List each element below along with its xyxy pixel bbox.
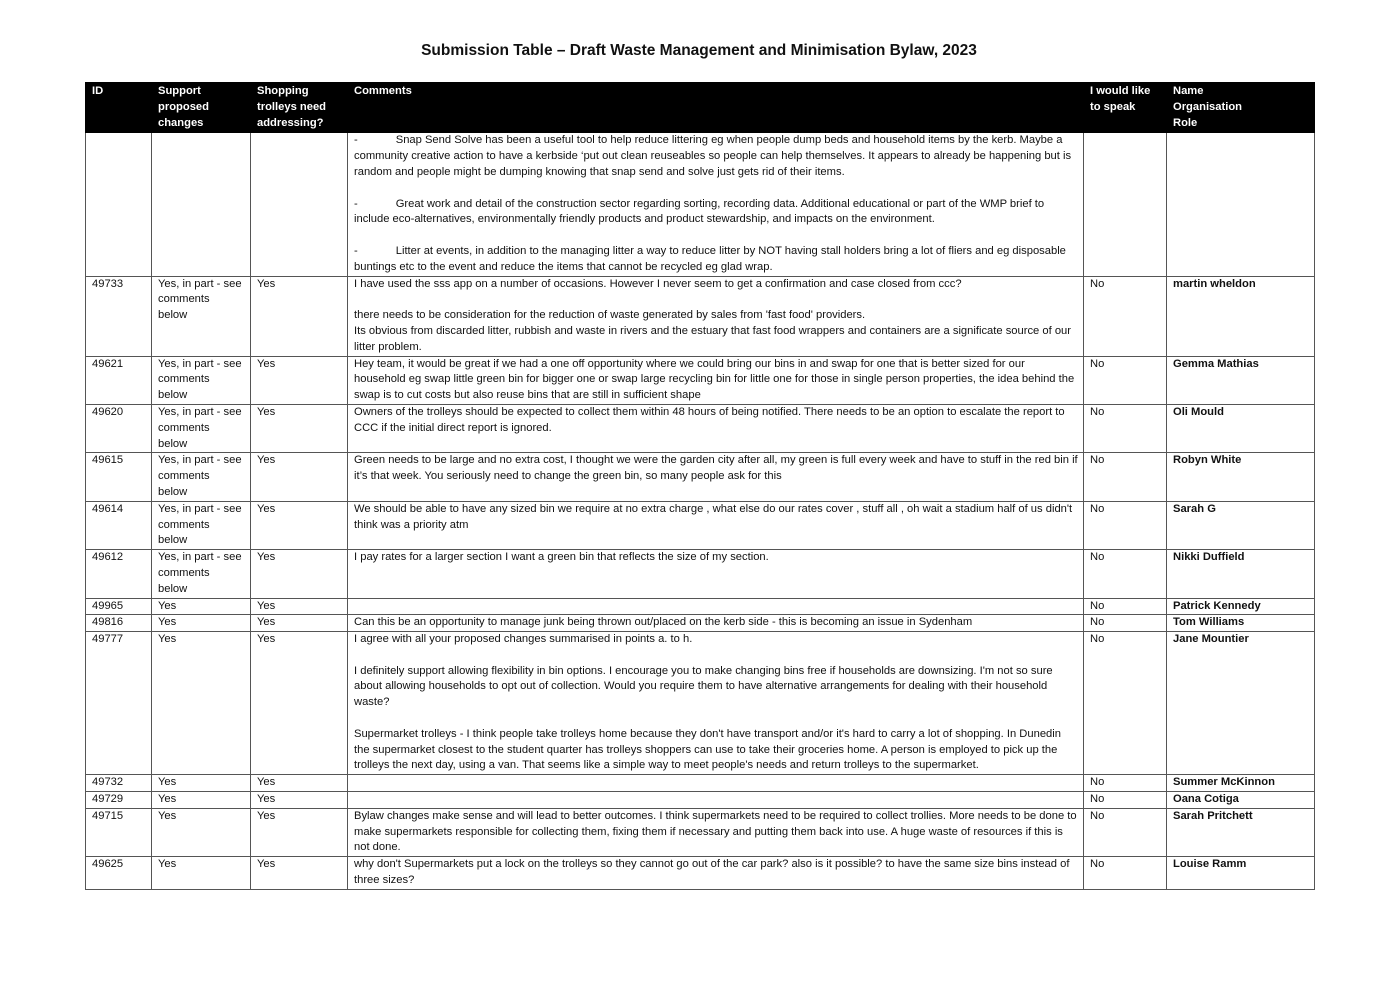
- cell-name: Patrick Kennedy: [1167, 598, 1315, 615]
- cell-comments: why don't Supermarkets put a lock on the trolleys so they cannot go out of the car park? also is it possible? to have the same size bins instead of three sizes?: [348, 857, 1084, 890]
- header-trolleys: Shopping trolleys need addressing?: [251, 83, 348, 133]
- cell-comments: [348, 133, 1084, 276]
- cell-name: Sarah Pritchett: [1167, 808, 1315, 856]
- cell-comments: Bylaw changes make sense and will lead to better outcomes. I think supermarkets need to be required to collect trollies. More needs to be done to make supermarkets responsible for collecting them, fixing them if necessary and putting them back into use. A huge waste of resources if this is not done.: [348, 808, 1084, 856]
- cell-name: [1167, 133, 1315, 276]
- table-row: [86, 775, 1315, 792]
- cell-speak: No: [1084, 615, 1167, 632]
- cell-trolleys: Yes: [251, 808, 348, 856]
- header-speak: I would like to speak: [1084, 83, 1167, 133]
- table-row: [86, 501, 1315, 549]
- cell-trolleys: Yes: [251, 792, 348, 809]
- cell-support: [152, 133, 251, 276]
- cell-id: 49816: [86, 615, 152, 632]
- cell-support: Yes, in part - see comments below: [152, 453, 251, 501]
- cell-speak: [1084, 133, 1167, 276]
- cell-name: Louise Ramm: [1167, 857, 1315, 890]
- cell-name: Sarah G: [1167, 501, 1315, 549]
- cell-id: 49614: [86, 501, 152, 549]
- cell-name: Nikki Duffield: [1167, 550, 1315, 598]
- table-row: [86, 857, 1315, 890]
- cell-id: 49625: [86, 857, 152, 890]
- cell-trolleys: Yes: [251, 356, 348, 404]
- cell-trolleys: Yes: [251, 632, 348, 775]
- table-row: [86, 550, 1315, 598]
- cell-support: Yes: [152, 775, 251, 792]
- cell-trolleys: Yes: [251, 598, 348, 615]
- cell-trolleys: Yes: [251, 276, 348, 356]
- cell-name: Oana Cotiga: [1167, 792, 1315, 809]
- cell-support: Yes: [152, 808, 251, 856]
- cell-trolleys: Yes: [251, 857, 348, 890]
- cell-support: Yes: [152, 598, 251, 615]
- header-id: ID: [86, 83, 152, 133]
- cell-name: Oli Mould: [1167, 404, 1315, 452]
- cell-support: Yes: [152, 615, 251, 632]
- table-row: [86, 276, 1315, 356]
- cell-id: 49715: [86, 808, 152, 856]
- table-row: [86, 404, 1315, 452]
- cell-support: Yes, in part - see comments below: [152, 550, 251, 598]
- cell-id: 49732: [86, 775, 152, 792]
- cell-support: Yes: [152, 792, 251, 809]
- cell-trolleys: Yes: [251, 404, 348, 452]
- cell-support: Yes: [152, 632, 251, 775]
- comment-bullet: - Litter at events, in addition to the managing litter a way to reduce litter by NOT having stall holders bring a lot of fliers and eg disposable buntings etc to the event and reduce the items that cannot be recycled eg glad wrap.: [354, 244, 1066, 273]
- comment-bullet: - Snap Send Solve has been a useful tool to help reduce littering eg when people dump beds and household items by the kerb. Maybe a community creative action to have a kerbside ‘put out clean reuseables so people can help themselves. It appears to already be happening but is random and people might be dumping knowing that snap send and solve just gets rid of their items.: [354, 134, 1072, 178]
- cell-id: 49612: [86, 550, 152, 598]
- table-row: [86, 356, 1315, 404]
- cell-name: Jane Mountier: [1167, 632, 1315, 775]
- table-row: [86, 615, 1315, 632]
- cell-comments: Owners of the trolleys should be expected to collect them within 48 hours of being notified. There needs to be an option to escalate the report to CCC if the initial direct report is ignored.: [348, 404, 1084, 452]
- header-comments: Comments: [348, 83, 1084, 133]
- table-row: [86, 808, 1315, 856]
- cell-comments: I have used the sss app on a number of occasions. However I never seem to get a confirmation and case closed from ccc? there needs to be consideration for the reduction of waste generated by sales from 'fast food' providers. Its obvious from discarded litter, rubbish and waste in rivers and the estuary that fast food wrappers and containers are a significate source of our litter problem.: [348, 276, 1084, 356]
- cell-speak: No: [1084, 276, 1167, 356]
- cell-comments: [348, 598, 1084, 615]
- cell-comments: I agree with all your proposed changes summarised in points a. to h. I definitely support allowing flexibility in bin options. I encourage you to make changing bins free if households are downsizing. I'm not so sure about allowing households to opt out of collection. Would you require them to have alternative arrangements for dealing with their household waste? Supermarket trolleys - I think people take trolleys home because they don't have transport and/or it's hard to carry a lot of shopping. In Dunedin the supermarket closest to the student quarter has trolleys shoppers can use to take their groceries home. A person is employed to pick up the trolleys the next day, using a van. That seems like a simple way to meet people's needs and return trolleys to the supermarket.: [348, 632, 1084, 775]
- table-row: [86, 453, 1315, 501]
- cell-speak: No: [1084, 775, 1167, 792]
- cell-speak: No: [1084, 501, 1167, 549]
- cell-speak: No: [1084, 453, 1167, 501]
- cell-speak: No: [1084, 632, 1167, 775]
- cell-comments: Green needs to be large and no extra cost, I thought we were the garden city after all, my green is full every week and have to stuff in the red bin if it’s that week. You seriously need to change the green bin, so many people ask for this: [348, 453, 1084, 501]
- cell-trolleys: Yes: [251, 453, 348, 501]
- cell-speak: No: [1084, 792, 1167, 809]
- cell-support: Yes, in part - see comments below: [152, 276, 251, 356]
- cell-name: Summer McKinnon: [1167, 775, 1315, 792]
- cell-comments: [348, 792, 1084, 809]
- cell-trolleys: [251, 133, 348, 276]
- cell-name: martin wheldon: [1167, 276, 1315, 356]
- cell-speak: No: [1084, 404, 1167, 452]
- cell-comments: Can this be an opportunity to manage junk being thrown out/placed on the kerb side - this is becoming an issue in Sydenham: [348, 615, 1084, 632]
- header-support: Support proposed changes: [152, 83, 251, 133]
- cell-support: Yes, in part - see comments below: [152, 404, 251, 452]
- cell-support: Yes: [152, 857, 251, 890]
- cell-id: [86, 133, 152, 276]
- cell-speak: No: [1084, 356, 1167, 404]
- cell-id: 49729: [86, 792, 152, 809]
- cell-speak: No: [1084, 808, 1167, 856]
- continuation-row: [86, 133, 1315, 276]
- cell-comments: Hey team, it would be great if we had a one off opportunity where we could bring our bins in and swap for one that is better sized for our household eg swap little green bin for bigger one or swap large recycling bin for little one for those in single person properties, the idea behind the swap is to cut costs but also reuse bins that are still in sufficient shape: [348, 356, 1084, 404]
- cell-trolleys: Yes: [251, 550, 348, 598]
- cell-trolleys: Yes: [251, 615, 348, 632]
- cell-speak: No: [1084, 598, 1167, 615]
- document-title: Submission Table – Draft Waste Management and Minimisation Bylaw, 2023: [421, 42, 977, 59]
- cell-id: 49733: [86, 276, 152, 356]
- cell-speak: No: [1084, 857, 1167, 890]
- cell-id: 49965: [86, 598, 152, 615]
- cell-support: Yes, in part - see comments below: [152, 501, 251, 549]
- cell-id: 49615: [86, 453, 152, 501]
- submission-table: [85, 82, 1315, 890]
- cell-comments: We should be able to have any sized bin we require at no extra charge , what else do our rates cover , stuff all , oh wait a stadium half of us didn't think was a priority atm: [348, 501, 1084, 549]
- cell-id: 49777: [86, 632, 152, 775]
- cell-trolleys: Yes: [251, 775, 348, 792]
- cell-name: Gemma Mathias: [1167, 356, 1315, 404]
- cell-id: 49621: [86, 356, 152, 404]
- cell-id: 49620: [86, 404, 152, 452]
- table-row: [86, 792, 1315, 809]
- cell-support: Yes, in part - see comments below: [152, 356, 251, 404]
- comment-bullet: - Great work and detail of the construction sector regarding sorting, recording data. Additional educational or part of the WMP brief to include eco-alternatives, environmentally friendly products and product stewardship, and impacts on the environment.: [354, 197, 1045, 226]
- cell-comments: [348, 775, 1084, 792]
- table-row: [86, 598, 1315, 615]
- cell-name: Tom Williams: [1167, 615, 1315, 632]
- cell-name: Robyn White: [1167, 453, 1315, 501]
- header-name: Name Organisation Role: [1167, 83, 1315, 133]
- table-header-row: [86, 83, 1315, 133]
- table-row: [86, 632, 1315, 775]
- cell-trolleys: Yes: [251, 501, 348, 549]
- cell-speak: No: [1084, 550, 1167, 598]
- cell-comments: I pay rates for a larger section I want a green bin that reflects the size of my section.: [348, 550, 1084, 598]
